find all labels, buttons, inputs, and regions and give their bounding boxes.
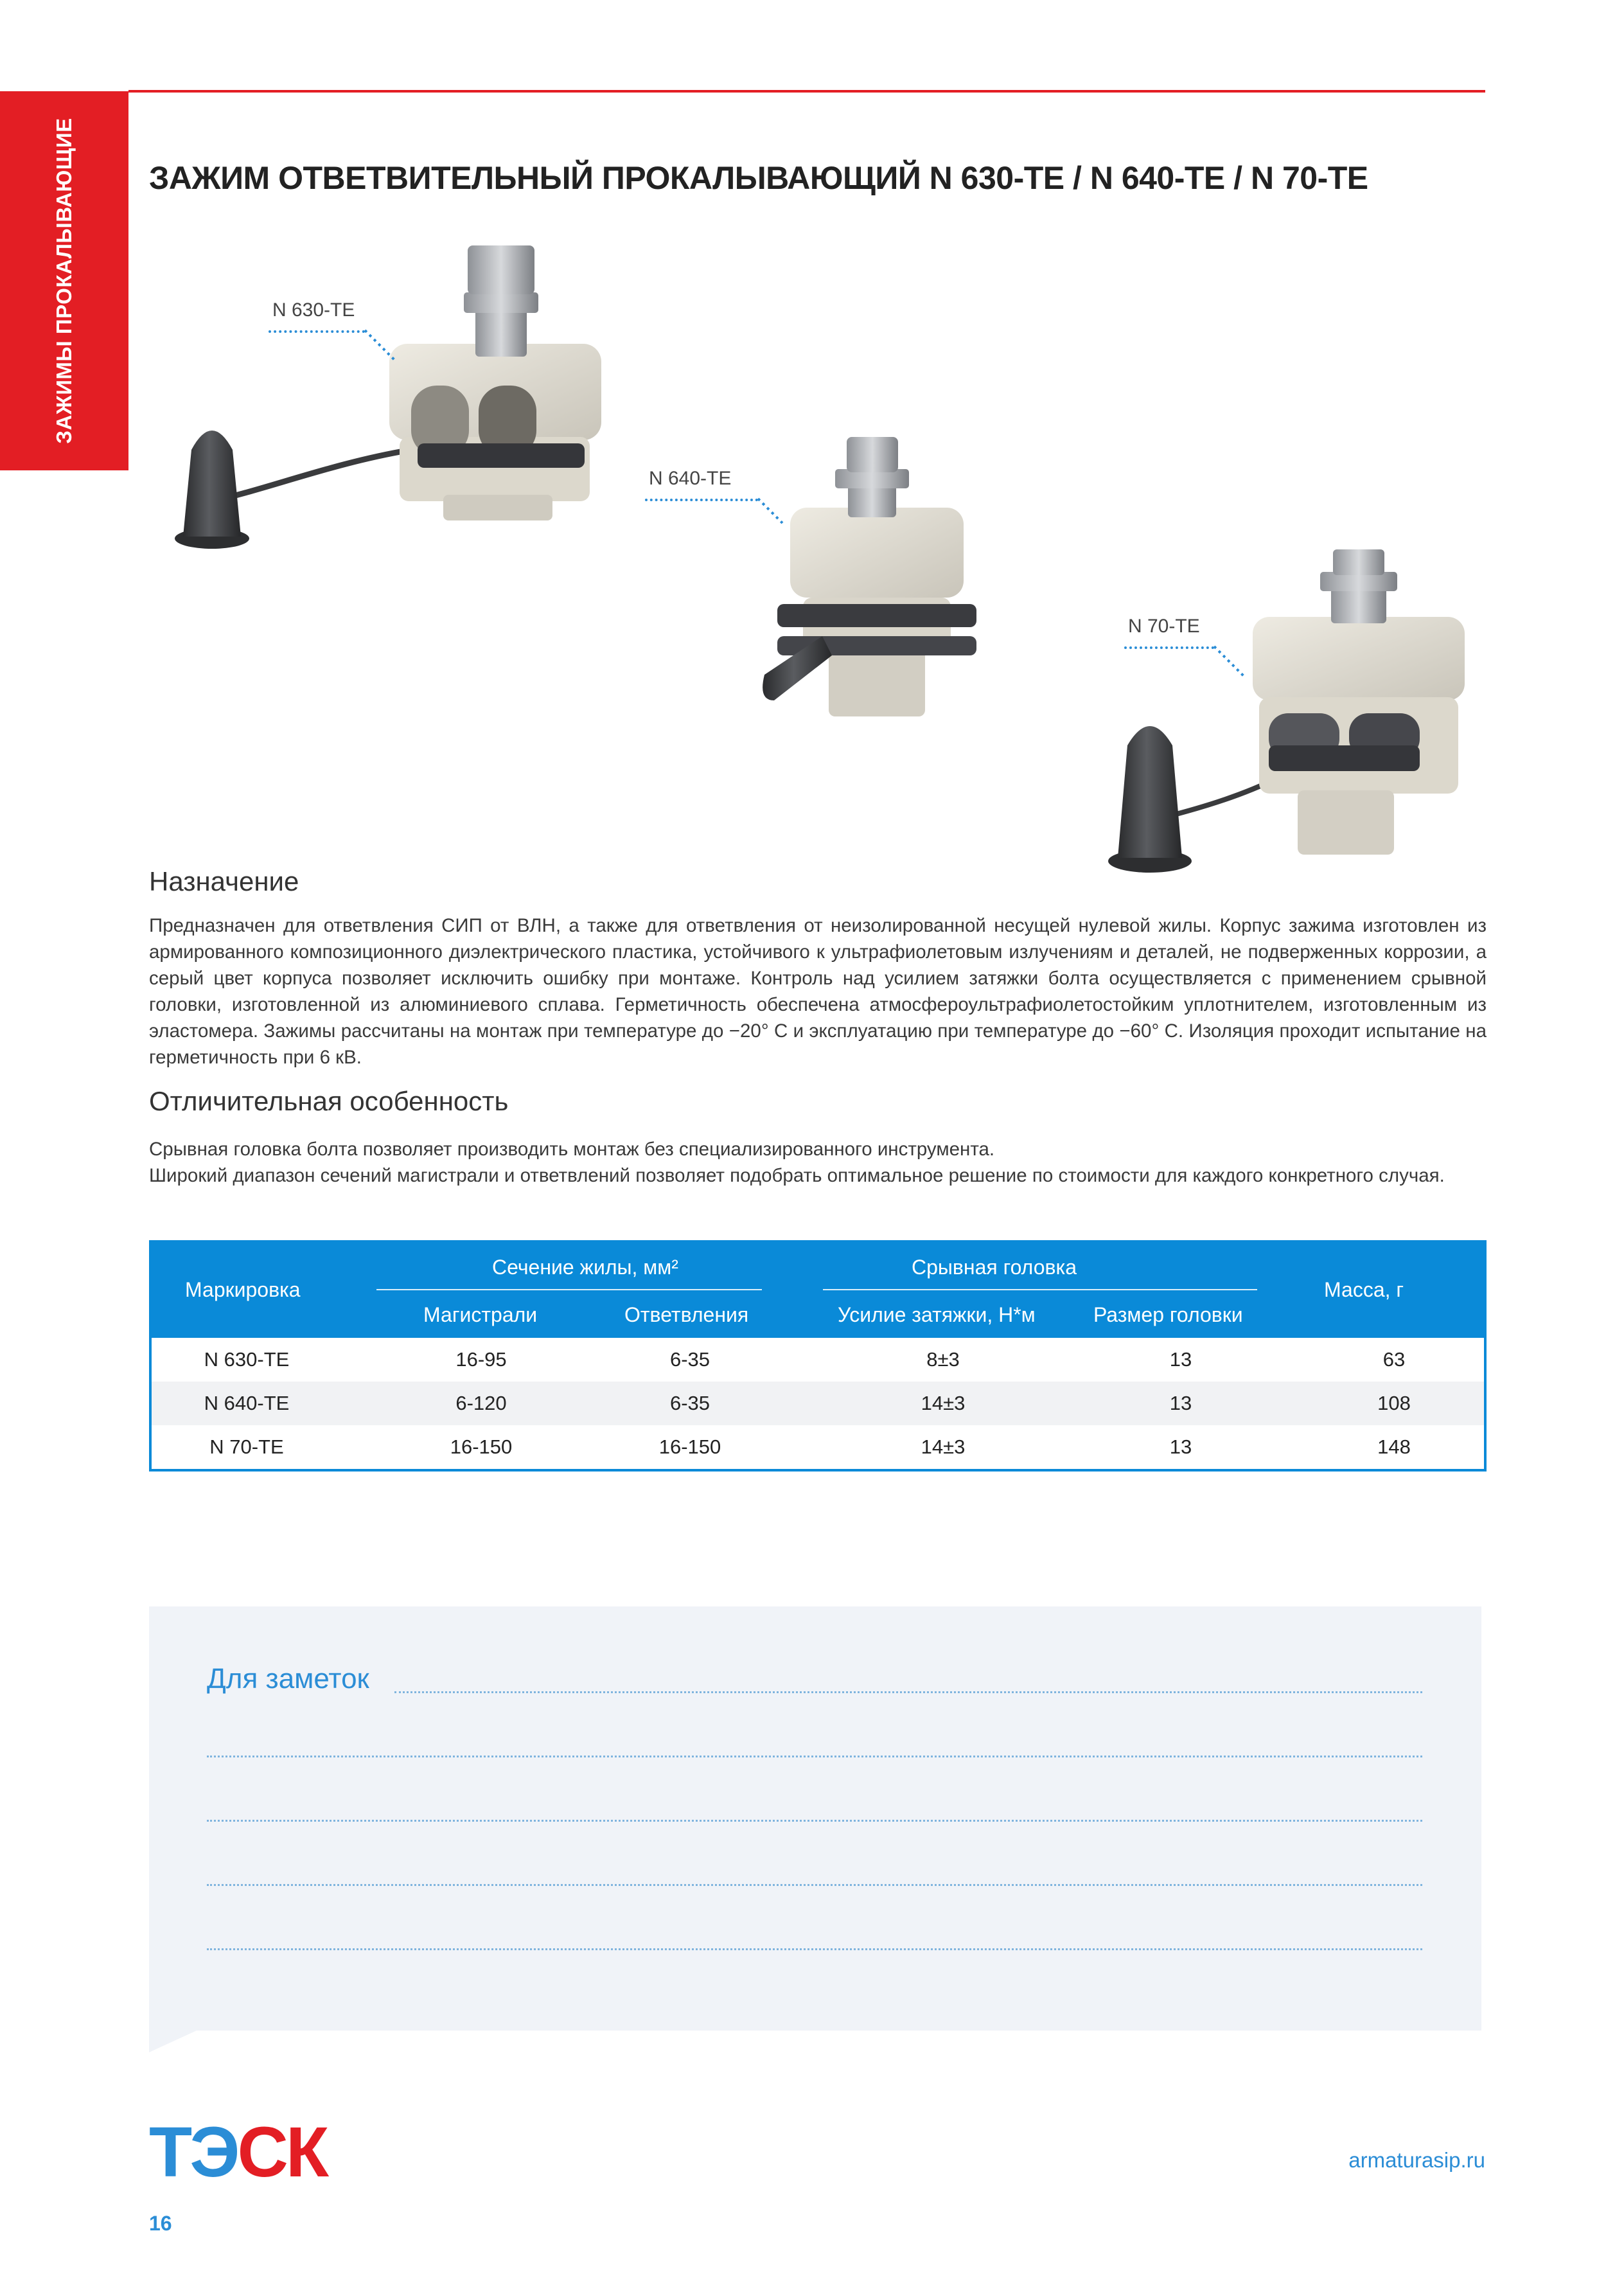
page-title: ЗАЖИМ ОТВЕТВИТЕЛЬНЫЙ ПРОКАЛЫВАЮЩИЙ N 630-TE / N 640-TE / N 70-TE — [149, 160, 1368, 196]
cell-mass: 148 — [1377, 1436, 1411, 1458]
feature-text — [149, 1136, 1487, 1189]
cell-marking: N 630-TE — [204, 1348, 290, 1371]
page-number: 16 — [149, 2212, 172, 2235]
callout-n640-leader — [645, 499, 758, 501]
table-row — [152, 1338, 1484, 1382]
purpose-paragraph: Предназначен для ответвления СИП от ВЛН, а также для ответвления от неизолированной несущей нулевой жилы. Корпус зажима изготовлен из армированного композиционного диэлектрического пластика, устойчивого к ультрафиолетовым излучениям и деталей, не подверженных коррозии, а серый цвет корпуса позволяет исключить ошибку при монтаже. Контроль над усилием затяжки болта осуществляется с применением срывной головки, изготовленной из алюминиевого сплава. Герметичность обеспечена атмосфероультрафиолетостойким уплотнителем, изготовленным из эластомера. Зажимы рассчитаны на монтаж при температуре до −20° С и эксплуатацию при температуре до −60° С. Изоляция проходит испытание на герметичность при 6 кВ. — [149, 915, 1487, 1068]
brand-logo — [149, 2113, 327, 2192]
cell-main: 16-95 — [455, 1348, 507, 1371]
header-branch: Ответвления — [624, 1303, 749, 1326]
callout-n630-leader-diagonal — [364, 329, 402, 368]
callout-n640-leader-diagonal — [757, 497, 789, 529]
header-main: Магистрали — [423, 1303, 538, 1326]
logo-letters-red: СК — [237, 2113, 327, 2192]
notes-line[interactable] — [207, 1820, 1422, 1822]
clamp-n70-image — [1108, 549, 1465, 873]
cell-head-size: 13 — [1169, 1392, 1192, 1414]
website-link[interactable]: armaturasip.ru — [1348, 2148, 1485, 2172]
table-row — [152, 1382, 1484, 1425]
spec-table — [149, 1240, 1487, 1471]
cell-branch: 6-35 — [669, 1392, 710, 1414]
notes-line[interactable] — [394, 1691, 1422, 1693]
notes-line[interactable] — [207, 1756, 1422, 1757]
cell-torque: 14±3 — [921, 1436, 966, 1458]
cell-marking: N 70-TE — [209, 1436, 284, 1458]
header-head-rule — [823, 1289, 1257, 1290]
clamp-n640-image — [763, 437, 976, 716]
cell-torque: 8±3 — [926, 1348, 960, 1371]
logo-letters-blue: ТЭ — [149, 2113, 238, 2192]
purpose-heading: Назначение — [149, 866, 299, 896]
feature-line-1: Срывная головка болта позволяет производить монтаж без специализированного инструмента. — [149, 1139, 995, 1160]
header-marking: Маркировка — [185, 1278, 301, 1301]
header-head-size: Размер головки — [1093, 1303, 1243, 1326]
cell-mass: 63 — [1382, 1348, 1406, 1371]
cell-head-size: 13 — [1169, 1436, 1192, 1458]
callout-n630-leader — [269, 330, 365, 333]
purpose-text — [149, 912, 1487, 1071]
feature-heading: Отличительная особенность — [149, 1086, 509, 1116]
callout-n70-label: N 70-TE — [1128, 616, 1200, 637]
callout-n640-label: N 640-TE — [649, 468, 732, 489]
notes-title: Для заметок — [207, 1663, 369, 1694]
header-mass: Масса, г — [1324, 1278, 1404, 1301]
cell-main: 6-120 — [455, 1392, 507, 1414]
callout-n630-label: N 630-TE — [272, 299, 355, 321]
cell-torque: 14±3 — [921, 1392, 966, 1414]
callout-n70-leader-diagonal — [1213, 645, 1251, 684]
header-section-group: Сечение жилы, мм² — [492, 1256, 678, 1279]
cell-main: 16-150 — [450, 1436, 513, 1458]
cell-head-size: 13 — [1169, 1348, 1192, 1371]
notes-box-tab — [149, 2031, 197, 2052]
feature-line-2: Широкий диапазон сечений магистрали и ответвлений позволяет подобрать оптимальное решение по стоимости для каждого конкретного случая. — [149, 1165, 1445, 1186]
product-illustrations — [0, 0, 1624, 887]
notes-box — [149, 1606, 1481, 2031]
notes-line[interactable] — [207, 1884, 1422, 1886]
table-row — [152, 1425, 1484, 1469]
header-head-group: Срывная головка — [912, 1256, 1077, 1279]
cell-branch: 6-35 — [669, 1348, 710, 1371]
callout-n70-leader — [1124, 646, 1214, 649]
cell-mass: 108 — [1377, 1392, 1411, 1414]
clamp-n630-image — [175, 245, 601, 549]
side-tab-label: ЗАЖИМЫ ПРОКАЛЫВАЮЩИЕ — [52, 118, 76, 444]
spec-table-header — [152, 1243, 1484, 1338]
header-section-rule — [376, 1289, 762, 1290]
cell-branch: 16-150 — [658, 1436, 721, 1458]
header-torque: Усилие затяжки, Н*м — [838, 1303, 1036, 1326]
cell-marking: N 640-TE — [204, 1392, 290, 1414]
notes-line[interactable] — [207, 1948, 1422, 1950]
